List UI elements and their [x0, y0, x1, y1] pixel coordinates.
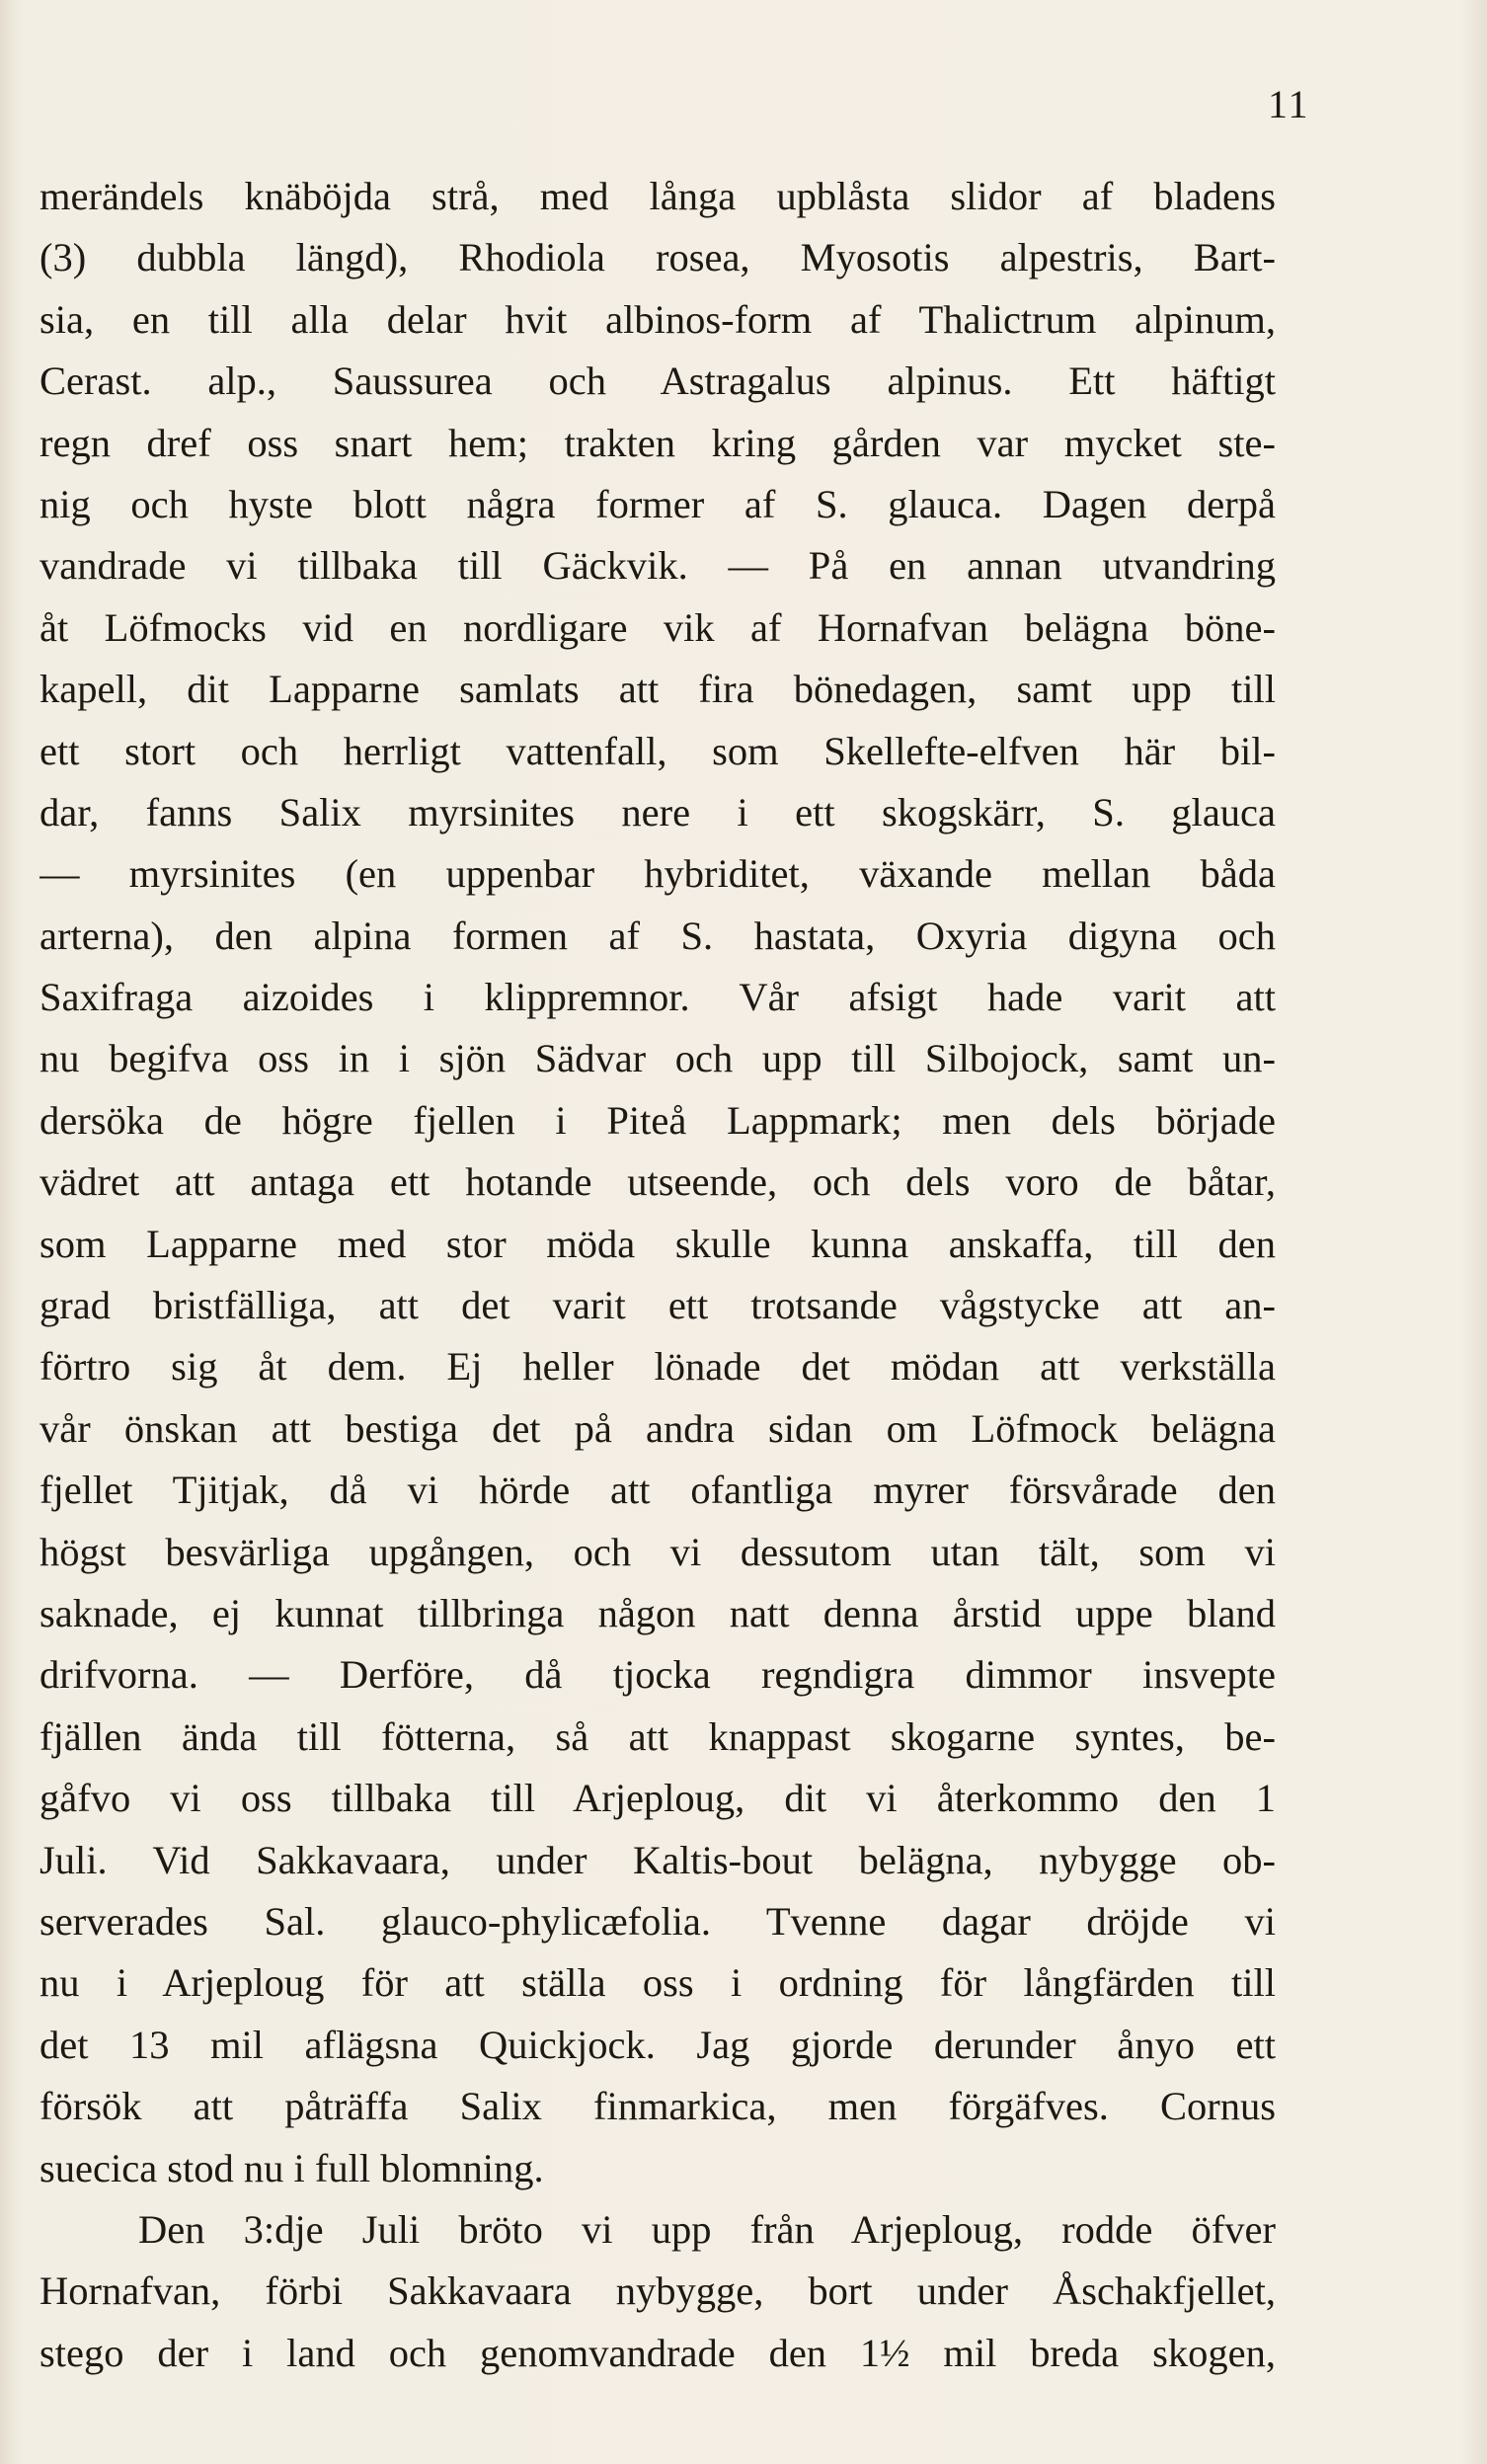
text-line: vandrade vi tillbaka till Gäckvik. — På en annan utvandring [39, 543, 1276, 589]
text-line: förtro sig åt dem. Ej heller lönade det mödan att verkställa [39, 1344, 1276, 1390]
text-line: nig och hyste blott några former af S. glauca. Dagen derpå [39, 481, 1276, 526]
text-line: kapell, dit Lapparne samlats att fira bönedagen, samt upp till [39, 667, 1276, 712]
text-line: försök att påträffa Salix finmarkica, men förgäfves. Cornus [39, 2084, 1276, 2129]
text-line: Saxifraga aizoides i klippremnor. Vår afsigt hade varit att [39, 975, 1276, 1020]
text-line: saknade, ej kunnat tillbringa någon natt denna årstid uppe bland [39, 1590, 1276, 1635]
text-line: merändels knäböjda strå, med långa upblåsta slidor af bladens [39, 174, 1276, 218]
text-line: ett stort och herrligt vattenfall, som Skellefte-elfven här bil- [39, 728, 1276, 773]
text-line: serverades Sal. glauco-phylicæfolia. Tvenne dagar dröjde vi [39, 1898, 1276, 1944]
text-line: Juli. Vid Sakkavaara, under Kaltis-bout belägna, nybygge ob- [39, 1837, 1276, 1882]
text-line: drifvorna. — Derföre, då tjocka regndigra dimmor insvepte [39, 1652, 1276, 1698]
text-line: (3) dubbla längd), Rhodiola rosea, Myosotis alpestris, Bart- [39, 235, 1276, 280]
text-line: Hornafvan, förbi Sakkavaara nybygge, bort under Åschakfjellet, [39, 2268, 1276, 2314]
text-line: sia, en till alla delar hvit albinos-form af Thalictrum alpinum, [39, 296, 1276, 342]
text-line: arterna), den alpina formen af S. hastata, Oxyria digyna och [39, 913, 1276, 958]
text-line: vår önskan att bestiga det på andra sidan om Löfmock belägna [39, 1405, 1276, 1451]
text-line: det 13 mil aflägsna Quickjock. Jag gjorde derunder ånyo ett [39, 2022, 1276, 2067]
text-line: gåfvo vi oss tillbaka till Arjeploug, dit vi återkommo den 1 [39, 1776, 1276, 1821]
text-line: suecica stod nu i full blomning. [39, 2145, 544, 2190]
text-line: fjällen ända till fötterna, så att knappast skogarne syntes, be- [39, 1713, 1276, 1759]
text-line: stego der i land och genomvandrade den 1½ mil breda skogen, [39, 2330, 1276, 2375]
body-text [39, 166, 1276, 2384]
page-number: 11 [1268, 82, 1310, 126]
text-line: dersöka de högre fjellen i Piteå Lappmark; men dels började [39, 1097, 1276, 1143]
text-line: vädret att antaga ett hotande utseende, och dels voro de båtar, [39, 1159, 1276, 1205]
text-line: Cerast. alp., Saussurea och Astragalus alpinus. Ett häftigt [39, 358, 1276, 404]
text-line: Den 3:dje Juli bröto vi upp från Arjeploug, rodde öfver [138, 2206, 1276, 2252]
text-line: nu begifva oss in i sjön Sädvar och upp till Silbojock, samt un- [39, 1036, 1276, 1081]
text-line: nu i Arjeploug för att ställa oss i ordning för långfärden till [39, 1960, 1276, 2006]
text-line: fjellet Tjitjak, då vi hörde att ofantliga myrer försvårade den [39, 1468, 1276, 1513]
text-line: dar, fanns Salix myrsinites nere i ett skogskärr, S. glauca [39, 789, 1276, 835]
text-line: som Lapparne med stor möda skulle kunna anskaffa, till den [39, 1221, 1276, 1266]
text-line: åt Löfmocks vid en nordligare vik af Hornafvan belägna böne- [39, 604, 1276, 650]
text-line: grad bristfälliga, att det varit ett trotsande vågstycke att an- [39, 1283, 1276, 1328]
text-line: — myrsinites (en uppenbar hybriditet, växande mellan båda [39, 851, 1276, 897]
text-line: regn dref oss snart hem; trakten kring gården var mycket ste- [39, 420, 1276, 465]
text-line: högst besvärliga upgången, och vi dessutom utan tält, som vi [39, 1529, 1276, 1574]
